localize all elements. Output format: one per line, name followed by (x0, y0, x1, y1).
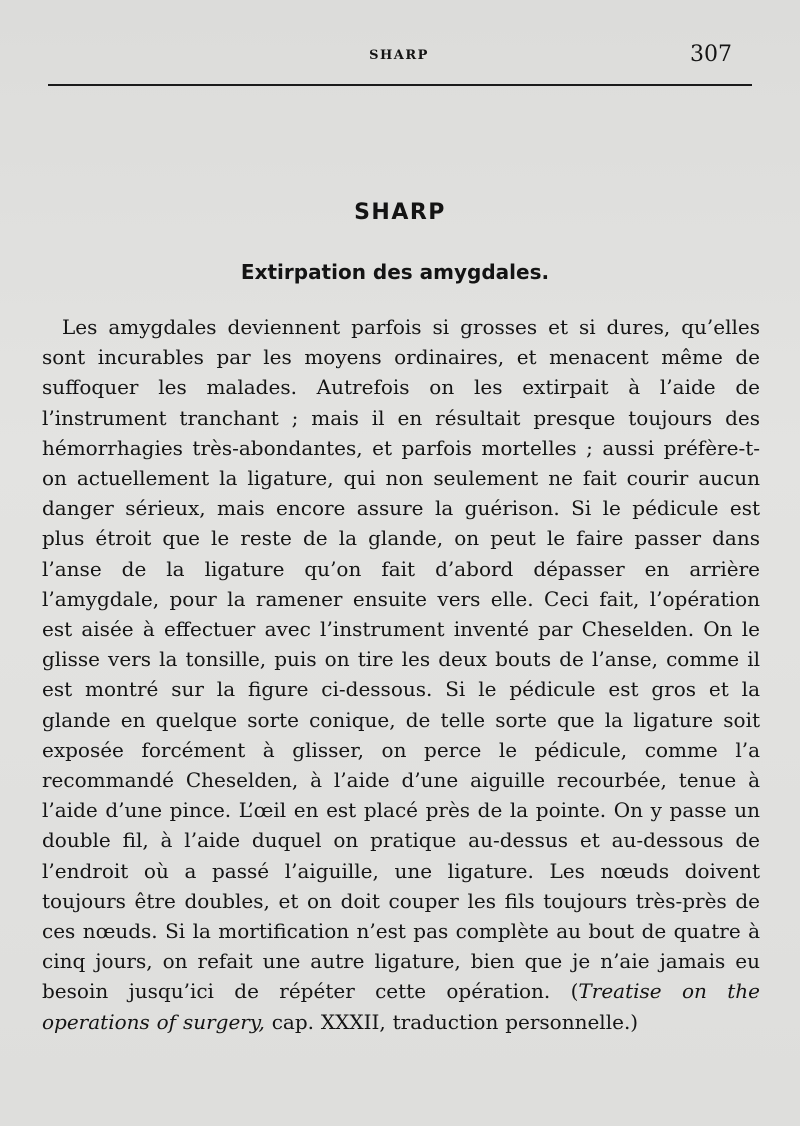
page-number: 307 (690, 42, 732, 67)
section-title: Extirpation des amygdales. (240, 260, 550, 284)
body-text-end: cap. XXXII, traduction personnelle.) (264, 1009, 639, 1034)
header-rule (48, 84, 752, 86)
running-title: SHARP (369, 48, 429, 63)
body-text-main: Les amygdales deviennent parfois si grosses et si dures, qu’elles sont incurables par les moyens ordinaires, et menacent même de suffoquer les malades. Autrefois on les extirpait à l’aide de l’instrument tranchant ; mais il en résultait presque toujours des hémorrhagies très-abondantes, et parfois mortelles ; aussi préfère-t-on actuellement la ligature, qui non seulement ne fait courir aucun danger sérieux, mais encore assure la guérison. Si le pédicule est plus étroit que le reste de la glande, on peut le faire passer dans l’anse de la ligature qu’on fait d’abord dépasser en arrière l’amygdale, pour la ramener ensuite vers elle. Ceci fait, l’opération est aisée à effectuer avec l’instrument inventé par Cheselden. On le glisse vers la tonsille, puis on tire les deux bouts de l’anse, comme il est montré sur la figure ci-dessous. Si le pédicule est gros et la glande en quelque sorte conique, de telle sorte que la ligature soit exposée forcément à glisser, on perce le pédicule, comme l’a recommandé Cheselden, à l’aide d’une aiguille recourbée, tenue à l’aide d’une pince. L’œil en est placé près de la pointe. On y passe un double fil, à l’aide duquel on pratique au-dessus et au-dessous de l’endroit où a passé l’aiguille, une ligature. Les nœuds doivent toujours être doubles, et on doit couper les fils toujours très-près de ces nœuds. Si la mortification n’est pas complète au bout de quatre à cinq jours, on refait une autre ligature, bien que je n’aie jamais eu besoin jusqu’ici de répéter cette opération. ( (42, 315, 760, 1004)
chapter-title: SHARP (354, 200, 446, 225)
body-paragraph (42, 312, 760, 1037)
citation-title: Treatise on the operations of surgery, (42, 979, 760, 1034)
running-header (48, 42, 750, 74)
